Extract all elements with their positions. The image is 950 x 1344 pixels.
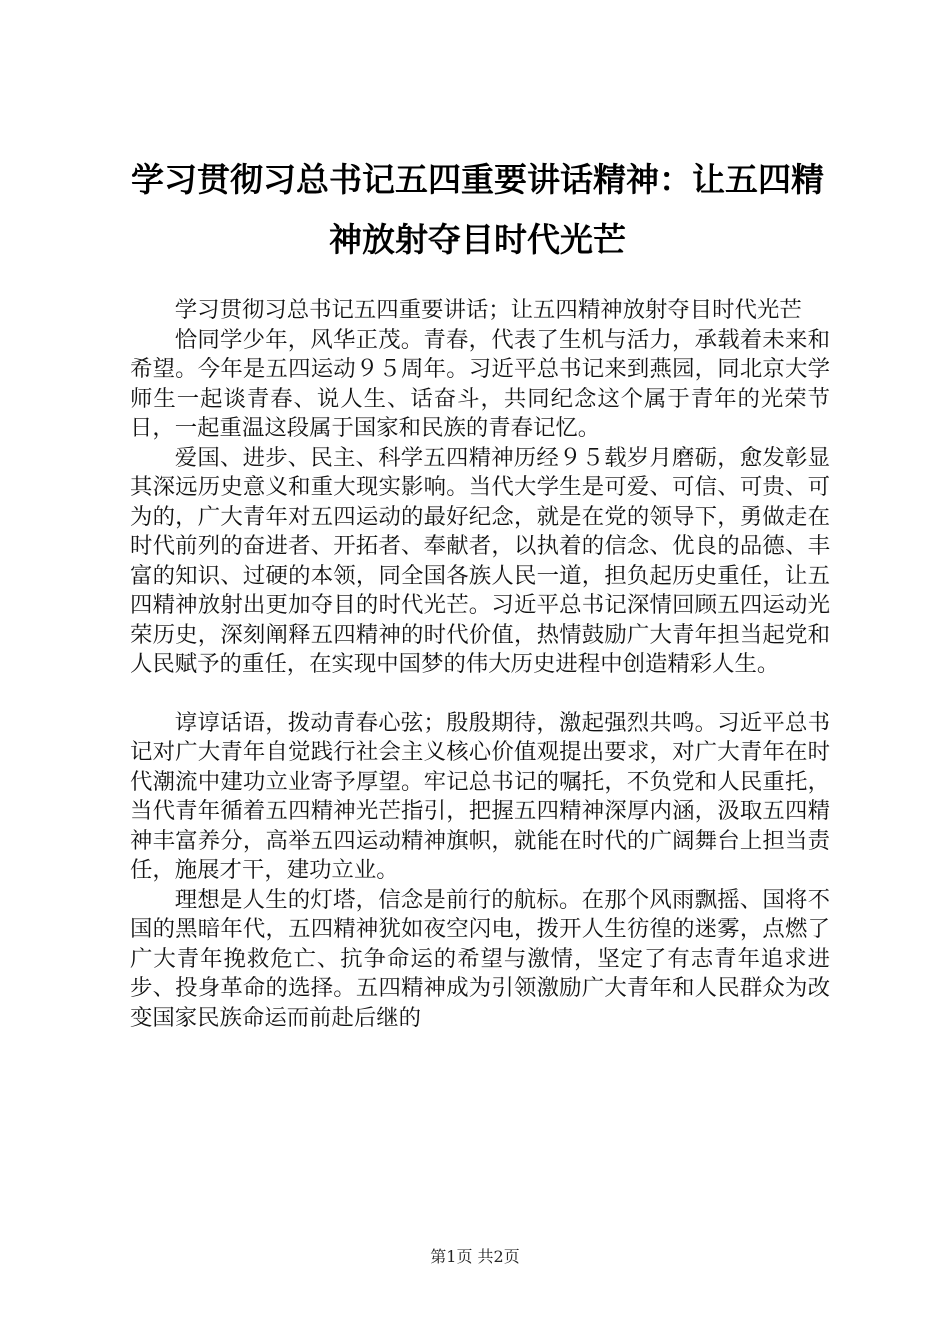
paragraph: 理想是人生的灯塔，信念是前行的航标。在那个风雨飘摇、国将不国的黑暗年代，五四精神犹如夜空闪电，拨开人生彷徨的迷雾，点燃了广大青年挽救危亡、抗争命运的希望与激情，坚定了有志青年追求进步、投身革命的选择。五四精神成为引领激励广大青年和人民群众为改变国家民族命运而前赴后继的 bbox=[130, 886, 830, 1031]
document-title: 学习贯彻习总书记五四重要讲话精神：让五四精神放射夺目时代光芒 bbox=[131, 160, 824, 259]
paragraph: 谆谆话语，拨动青春心弦；殷殷期待，激起强烈共鸣。习近平总书记对广大青年自觉践行社会主义核心价值观提出要求，对广大青年在时代潮流中建功立业寄予厚望。牢记总书记的嘱托，不负党和人民重托，当代青年循着五四精神光芒指引，把握五四精神深厚内涵，汲取五四精神丰富养分，高举五四运动精神旗帜，就能在时代的广阔舞台上担当责任，施展才干，建功立业。 bbox=[130, 709, 830, 883]
paragraph: 爱国、进步、民主、科学五四精神历经９５载岁月磨砺，愈发彰显其深远历史意义和重大现实影响。当代大学生是可爱、可信、可贵、可为的，广大青年对五四运动的最好纪念，就是在党的领导下，勇做走在时代前列的奋进者、开拓者、奉献者，以执着的信念、优良的品德、丰富的知识、过硬的本领，同全国各族人民一道，担负起历史重任，让五四精神放射出更加夺目的时代光芒。习近平总书记深情回顾五四运动光荣历史，深刻阐释五四精神的时代价值，热情鼓励广大青年担当起党和人民赋予的重任，在实现中国梦的伟大历史进程中创造精彩人生。 bbox=[130, 444, 830, 677]
document-body bbox=[130, 296, 830, 1033]
page-footer: 第1页 共2页 bbox=[430, 1247, 520, 1266]
paragraph-spacer bbox=[130, 680, 830, 709]
paragraph-subtitle: 学习贯彻习总书记五四重要讲话；让五四精神放射夺目时代光芒 bbox=[174, 297, 802, 323]
paragraph: 恰同学少年，风华正茂。青春，代表了生机与活力，承载着未来和希望。今年是五四运动９５周年。习近平总书记来到燕园，同北京大学师生一起谈青春、说人生、话奋斗，共同纪念这个属于青年的光荣节日，一起重温这段属于国家和民族的青春记忆。 bbox=[130, 326, 830, 441]
